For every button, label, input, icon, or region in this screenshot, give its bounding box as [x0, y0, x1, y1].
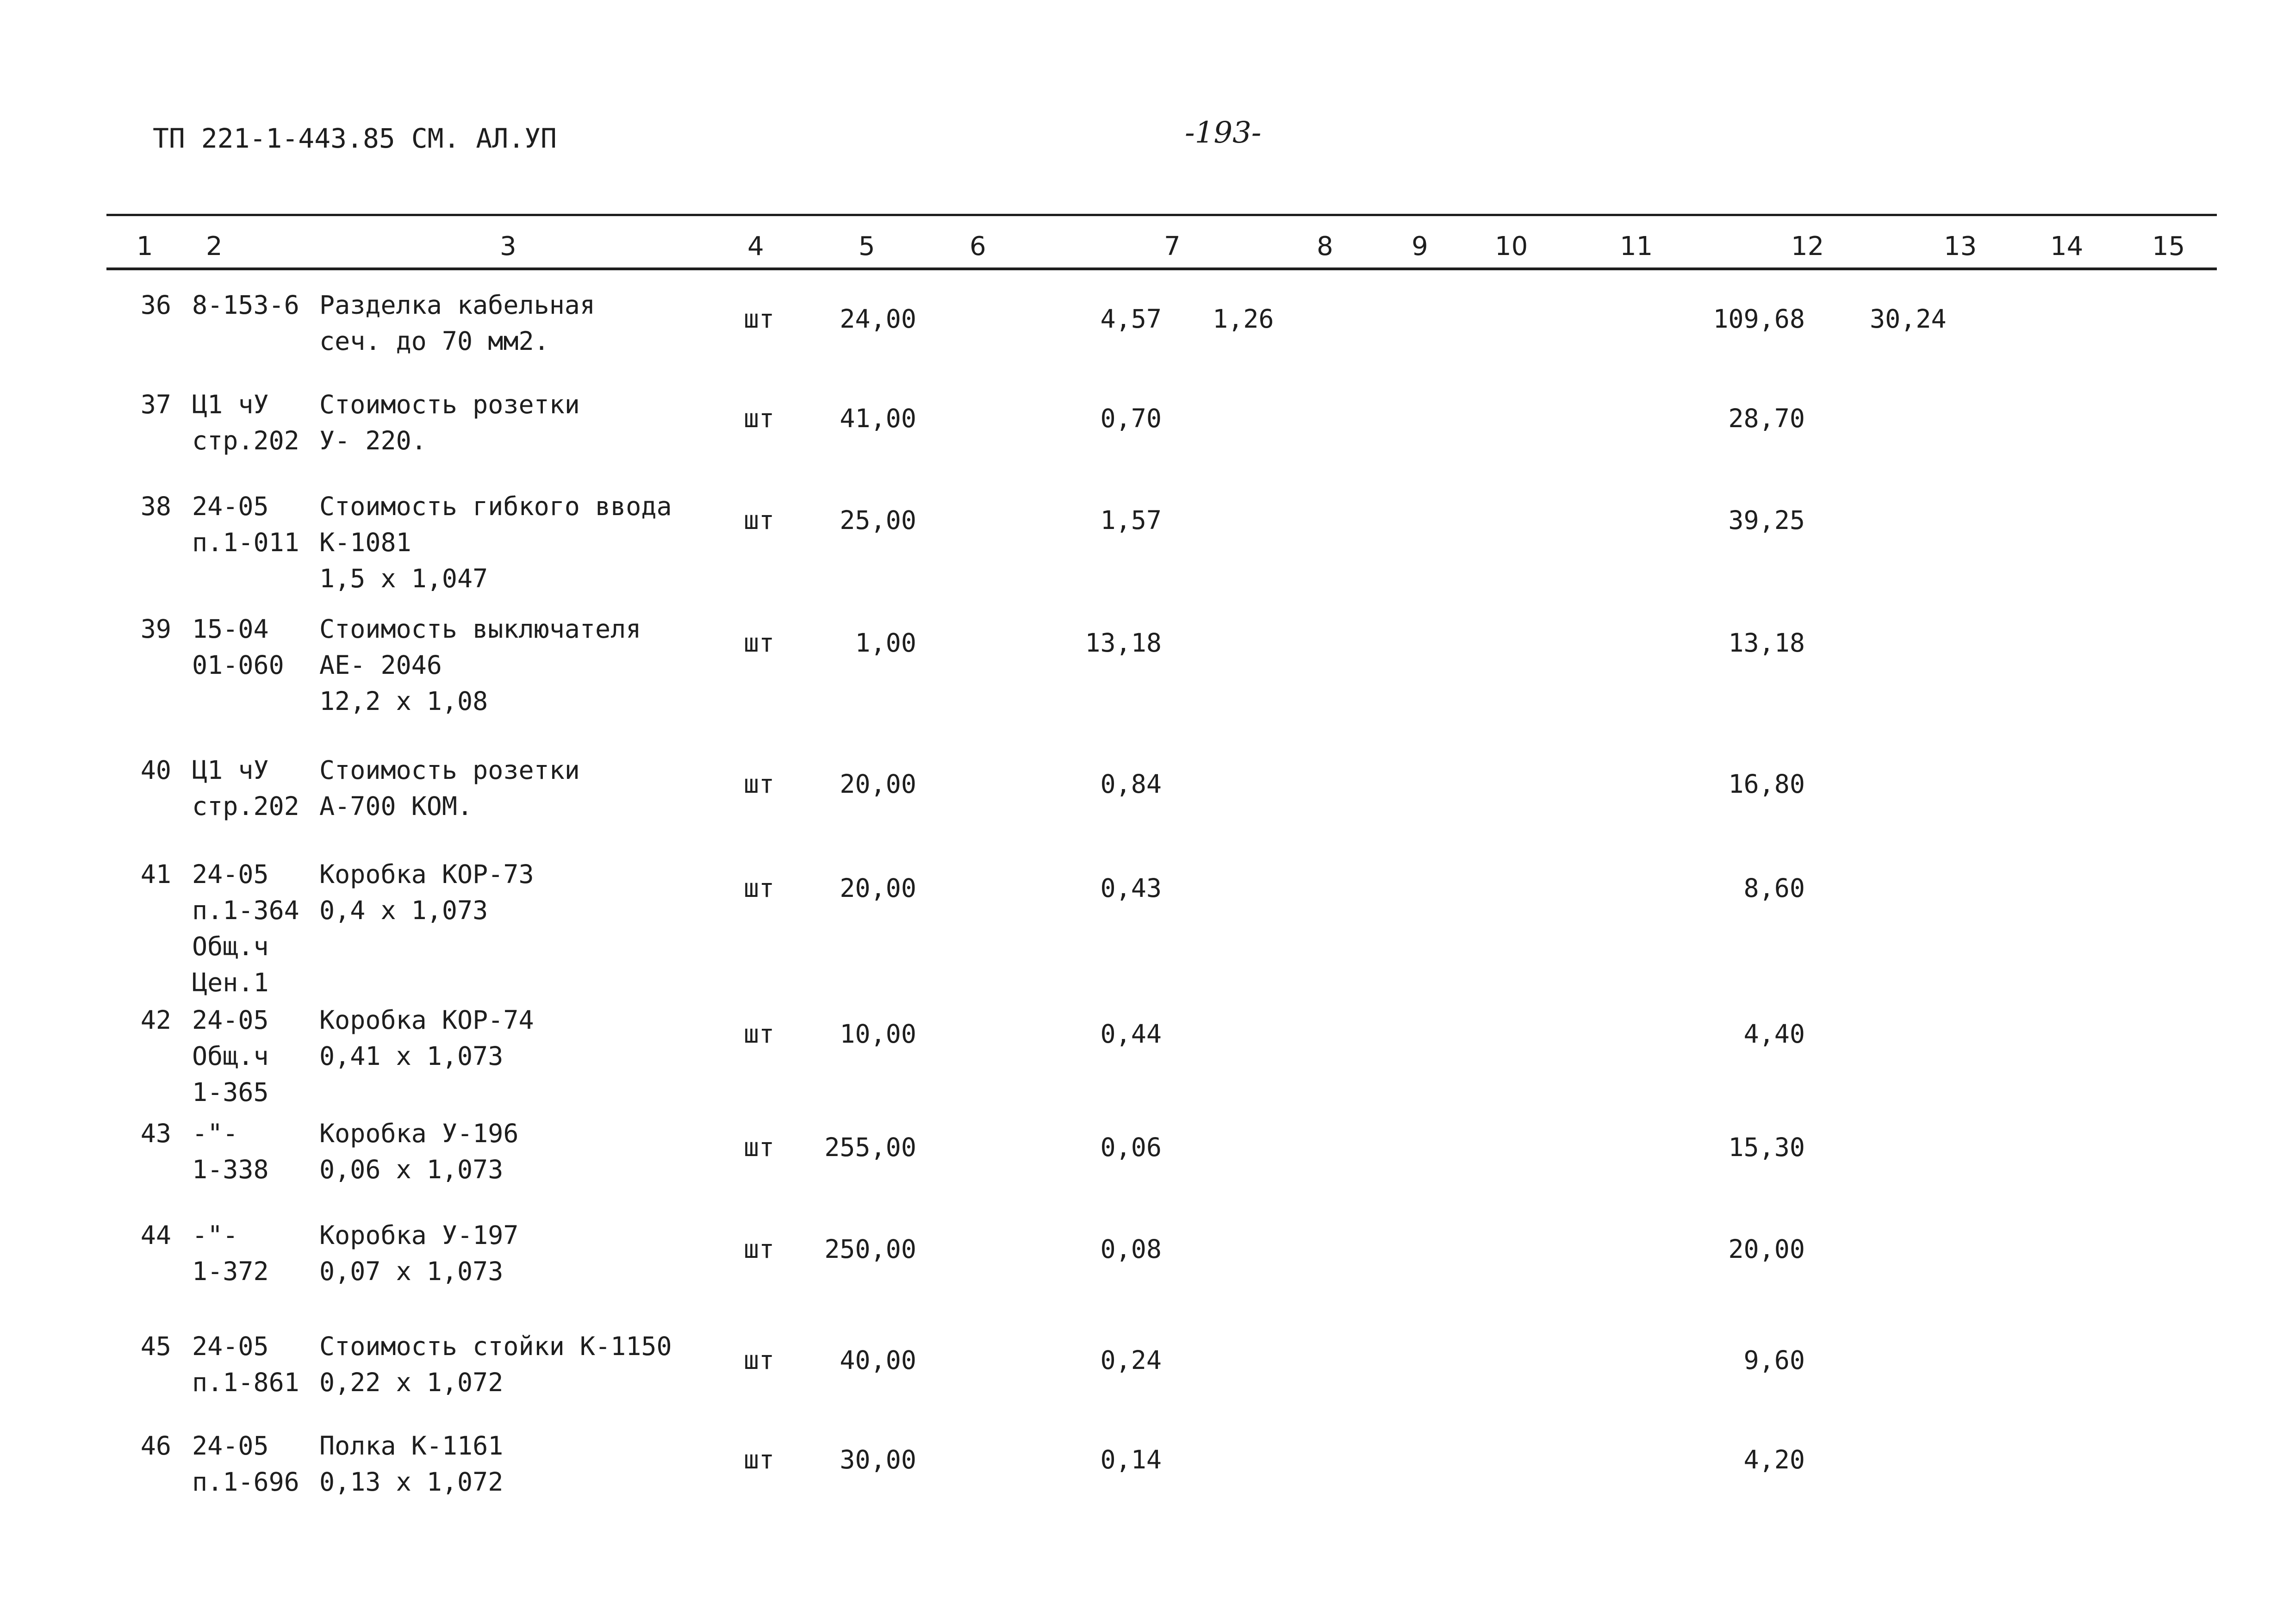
cell-qty: 255,00	[824, 1132, 916, 1162]
cell-price: 4,57	[1100, 304, 1162, 334]
column-header-7: 7	[1164, 231, 1181, 261]
cell-total: 28,70	[1728, 404, 1805, 433]
column-header-3: 3	[500, 231, 516, 261]
cell-price: 13,18	[1085, 628, 1162, 658]
cell-qty: 25,00	[840, 505, 916, 535]
cell-price: 0,70	[1100, 404, 1162, 433]
cell-qty: 20,00	[840, 873, 916, 903]
cell-total: 13,18	[1728, 628, 1805, 658]
cell-unit: шт	[743, 304, 775, 334]
table-top-rule	[106, 214, 2217, 216]
cell-unit: шт	[743, 769, 775, 799]
cell-total: 16,80	[1728, 769, 1805, 799]
column-header-1: 1	[137, 231, 153, 261]
cell-price: 0,84	[1100, 769, 1162, 799]
cell-total: 20,00	[1728, 1234, 1805, 1264]
cell-n: 46	[140, 1431, 171, 1461]
cell-wage: 1,26	[1213, 304, 1274, 334]
cell-price: 0,06	[1100, 1132, 1162, 1162]
cell-qty: 24,00	[840, 304, 916, 334]
cell-n: 39	[140, 614, 171, 644]
cell-code: -"- 1-338	[192, 1119, 269, 1184]
cell-price: 0,08	[1100, 1234, 1162, 1264]
column-header-10: 10	[1495, 231, 1528, 261]
cell-name: Стоимость выключателя АЕ- 2046 12,2 х 1,08	[319, 614, 641, 716]
cell-unit: шт	[743, 1345, 775, 1375]
cell-name: Коробка У-197 0,07 х 1,073	[319, 1220, 519, 1286]
cell-price: 0,43	[1100, 873, 1162, 903]
cell-name: Коробка КОР-74 0,41 х 1,073	[319, 1005, 534, 1071]
document-code: ТП 221-1-443.85 СМ. АЛ.УП	[153, 123, 557, 154]
column-header-2: 2	[206, 231, 223, 261]
column-header-9: 9	[1412, 231, 1428, 261]
cell-code: 24-05 Общ.ч 1-365	[192, 1005, 269, 1107]
cell-name: Стоимость розетки У- 220.	[319, 390, 580, 455]
cell-code: 15-04 01-060	[192, 614, 284, 680]
cell-qty: 41,00	[840, 404, 916, 433]
cell-name: Полка К-1161 0,13 х 1,072	[319, 1431, 504, 1497]
column-header-8: 8	[1317, 231, 1333, 261]
cell-price: 0,24	[1100, 1345, 1162, 1375]
cell-total-wage: 30,24	[1870, 304, 1947, 334]
cell-name: Стоимость розетки А-700 КОМ.	[319, 755, 580, 821]
header-bottom-rule	[106, 267, 2217, 270]
cell-n: 42	[140, 1005, 171, 1035]
cell-n: 41	[140, 859, 171, 889]
cell-n: 38	[140, 491, 171, 521]
column-header-4: 4	[747, 231, 764, 261]
cell-code: 24-05 п.1-364 Общ.ч Цен.1	[192, 859, 299, 997]
cell-unit: шт	[743, 505, 775, 535]
cell-n: 44	[140, 1220, 171, 1250]
cell-name: Стоимость стойки К-1150 0,22 х 1,072	[319, 1331, 672, 1397]
cell-total: 9,60	[1743, 1345, 1805, 1375]
cell-qty: 10,00	[840, 1019, 916, 1049]
cell-unit: шт	[743, 1445, 775, 1474]
column-header-6: 6	[970, 231, 986, 261]
cell-qty: 250,00	[824, 1234, 916, 1264]
cell-code: -"- 1-372	[192, 1220, 269, 1286]
column-header-15: 15	[2152, 231, 2185, 261]
page-number: -193-	[1185, 116, 1262, 150]
column-header-5: 5	[859, 231, 875, 261]
column-header-14: 14	[2050, 231, 2084, 261]
cell-code: Ц1 чУ стр.202	[192, 390, 299, 455]
cell-total: 8,60	[1743, 873, 1805, 903]
cell-name: Разделка кабельная сеч. до 70 мм2.	[319, 290, 596, 356]
cell-unit: шт	[743, 1234, 775, 1264]
column-header-13: 13	[1944, 231, 1977, 261]
cell-code: 8-153-6	[192, 290, 299, 320]
cell-total: 4,20	[1743, 1445, 1805, 1474]
cell-price: 0,44	[1100, 1019, 1162, 1049]
cell-name: Коробка У-196 0,06 х 1,073	[319, 1119, 519, 1184]
cell-unit: шт	[743, 1132, 775, 1162]
cell-code: 24-05 п.1-011	[192, 491, 299, 557]
cell-total: 15,30	[1728, 1132, 1805, 1162]
cell-unit: шт	[743, 873, 775, 903]
cell-price: 0,14	[1100, 1445, 1162, 1474]
cell-unit: шт	[743, 404, 775, 433]
cell-total: 4,40	[1743, 1019, 1805, 1049]
cell-n: 36	[140, 290, 171, 320]
cell-price: 1,57	[1100, 505, 1162, 535]
cell-n: 45	[140, 1331, 171, 1361]
cell-qty: 20,00	[840, 769, 916, 799]
cell-name: Стоимость гибкого ввода К-1081 1,5 х 1,047	[319, 491, 672, 593]
cell-qty: 1,00	[855, 628, 916, 658]
cell-unit: шт	[743, 1019, 775, 1049]
column-header-12: 12	[1791, 231, 1824, 261]
cell-name: Коробка КОР-73 0,4 х 1,073	[319, 859, 534, 925]
cell-qty: 40,00	[840, 1345, 916, 1375]
cell-n: 37	[140, 390, 171, 419]
cell-n: 40	[140, 755, 171, 785]
cell-n: 43	[140, 1119, 171, 1148]
column-header-11: 11	[1620, 231, 1653, 261]
cell-code: Ц1 чУ стр.202	[192, 755, 299, 821]
cell-unit: шт	[743, 628, 775, 658]
cell-code: 24-05 п.1-696	[192, 1431, 299, 1497]
cell-total: 109,68	[1713, 304, 1805, 334]
cell-code: 24-05 п.1-861	[192, 1331, 299, 1397]
cell-qty: 30,00	[840, 1445, 916, 1474]
cell-total: 39,25	[1728, 505, 1805, 535]
